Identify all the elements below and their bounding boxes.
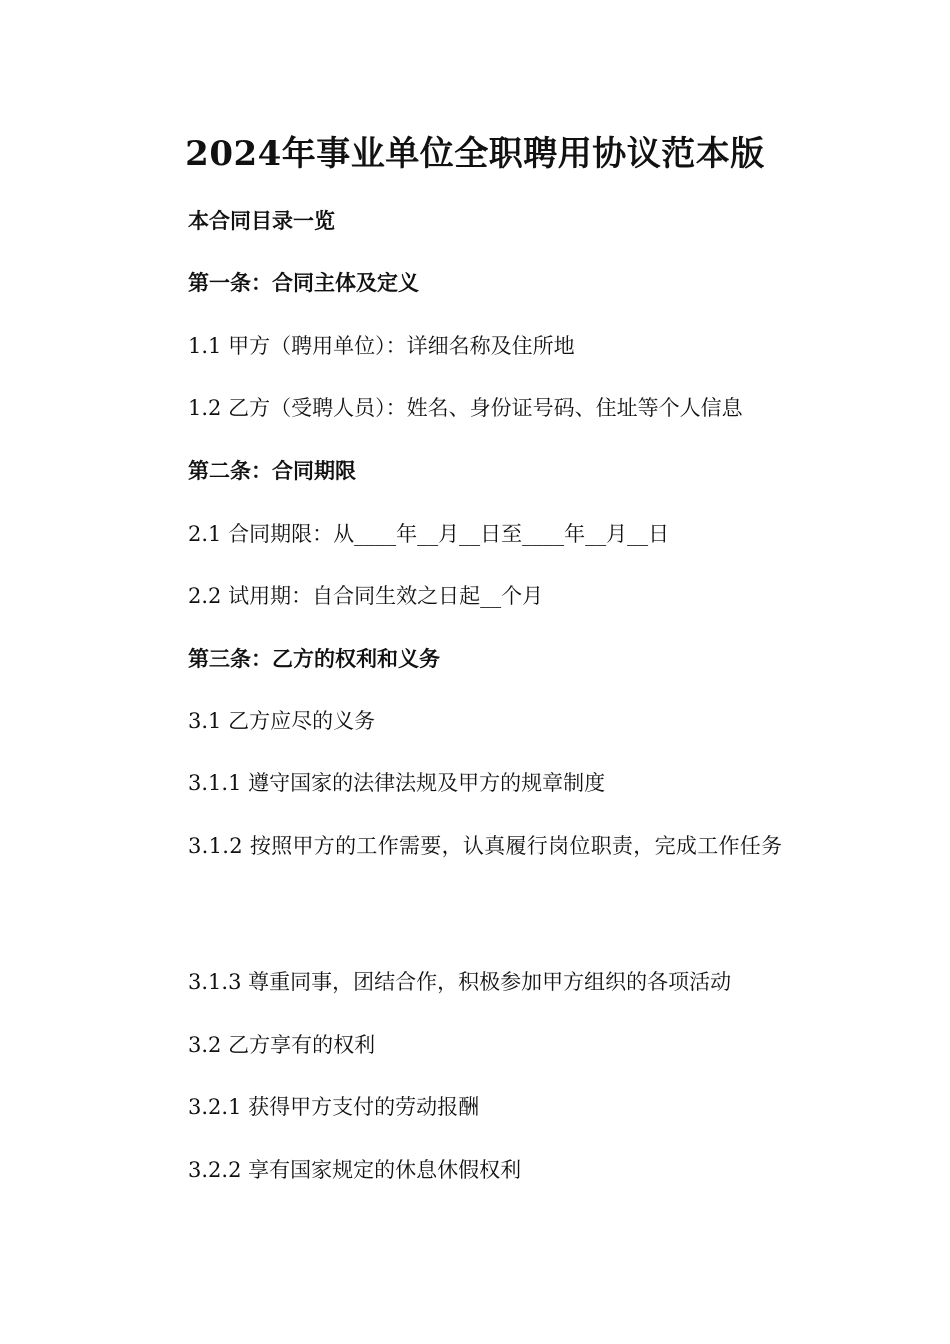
clause-3-2-1: 3.2.1 获得甲方支付的劳动报酬 (188, 1095, 480, 1119)
clause-2-1: 2.1 合同期限：从____年__月__日至____年__月__日 (188, 522, 670, 546)
clause-2-2: 2.2 试用期：自合同生效之日起__个月 (188, 584, 544, 608)
clause-1-1: 1.1 甲方（聘用单位）：详细名称及住所地 (188, 334, 575, 358)
article-1-heading: 第一条：合同主体及定义 (188, 270, 419, 295)
toc-heading: 本合同目录一览 (188, 208, 335, 233)
clause-3-1: 3.1 乙方应尽的义务 (188, 709, 376, 733)
clause-3-1-2: 3.1.2 按照甲方的工作需要，认真履行岗位职责，完成工作任务 (188, 834, 783, 858)
clause-3-2-2: 3.2.2 享有国家规定的休息休假权利 (188, 1158, 522, 1182)
clause-3-2: 3.2 乙方享有的权利 (188, 1033, 376, 1057)
document-title: 2024年事业单位全职聘用协议范本版 (185, 134, 765, 174)
article-2-heading: 第二条：合同期限 (188, 458, 356, 483)
clause-3-1-1: 3.1.1 遵守国家的法律法规及甲方的规章制度 (188, 771, 606, 795)
article-3-heading: 第三条：乙方的权利和义务 (188, 646, 440, 671)
clause-3-1-3: 3.1.3 尊重同事，团结合作，积极参加甲方组织的各项活动 (188, 970, 732, 994)
clause-1-2: 1.2 乙方（受聘人员）：姓名、身份证号码、住址等个人信息 (188, 396, 743, 420)
